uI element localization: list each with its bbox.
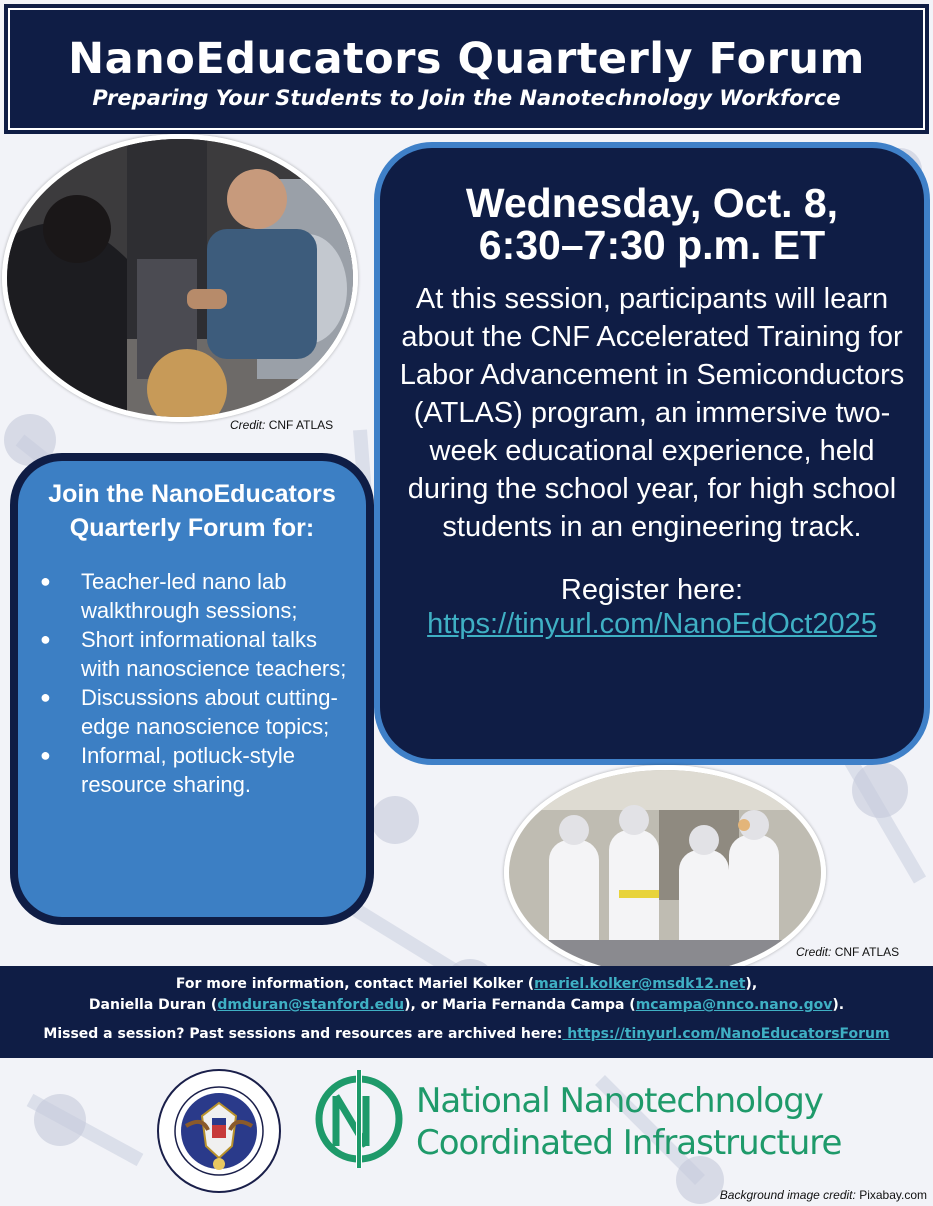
contact-line-1: For more information, contact Mariel Kolker (mariel.kolker@msdk12.net), [175,976,758,992]
nnco-seal-logo [156,1068,282,1194]
register-label: Register here: [560,574,744,606]
bullet-icon: ● [40,571,51,591]
cleanroom-photo [504,765,826,980]
bullet-icon: ● [40,629,51,649]
background-credit: Background image credit: Pixabay.com [719,1188,927,1202]
bullet-icon: ● [40,745,51,765]
page-title: NanoEducators Quarterly Forum [68,34,865,84]
nnci-logo-text [416,1080,841,1164]
list-item: ● Informal, potluck-style resource sharing. [40,743,295,797]
page-subtitle: Preparing Your Students to Join the Nanotechnology Workforce [92,86,841,110]
email-link-kolker[interactable]: mariel.kolker@msdk12.net [534,976,746,992]
lab-photo-instructor [2,134,358,422]
event-date-line1: Wednesday, Oct. 8, [465,180,839,226]
bullet-icon: ● [40,687,51,707]
event-details-panel [374,142,930,765]
header-frame [8,8,925,130]
nnci-logo-mark [314,1066,404,1172]
header-banner [4,4,929,134]
event-time-line: 6:30–7:30 p.m. ET [478,222,826,268]
email-link-duran[interactable]: dmduran@stanford.edu [217,997,405,1013]
photo-credit-2: Credit: CNF ATLAS [796,945,900,959]
nnci-line-2: Coordinated Infrastructure [416,1123,842,1163]
list-item: ● Short informational talks with nanoscience teachers; [40,627,347,681]
join-forum-panel [10,453,374,925]
list-item: ● Discussions about cutting-edge nanoscience topics; [40,685,338,739]
archive-line: Missed a session? Past sessions and resources are archived here: https://tinyurl.com/NanoEducatorsForum [43,1026,890,1042]
cleanroom-photo-illustration [509,770,821,975]
photo-credit-1: Credit: CNF ATLAS [230,418,334,432]
join-benefits-list [18,567,366,799]
join-title: Join the NanoEducators Quarterly Forum for: [48,480,336,542]
archive-link[interactable]: https://tinyurl.com/NanoEducatorsForum [562,1026,890,1042]
event-date [380,182,924,266]
lab-photo-illustration [7,139,353,417]
list-item: ● Teacher-led nano lab walkthrough sessions; [40,569,298,623]
nnci-line-1: National Nanotechnology [416,1081,823,1121]
contact-info-bar [0,966,933,1058]
register-link[interactable]: https://tinyurl.com/NanoEdOct2025 [427,608,877,640]
event-description: At this session, participants will learn about the CNF Accelerated Training for Labor Advancement in Semiconductors (ATLAS) program, an immersive two-week educational experience, held during the school year, for high school students in an engineering track. [399,283,905,543]
email-link-campa[interactable]: mcampa@nnco.nano.gov [635,997,833,1013]
contact-line-2: Daniella Duran (dmduran@stanford.edu), or Maria Fernanda Campa (mcampa@nnco.nano.gov). [88,997,845,1013]
